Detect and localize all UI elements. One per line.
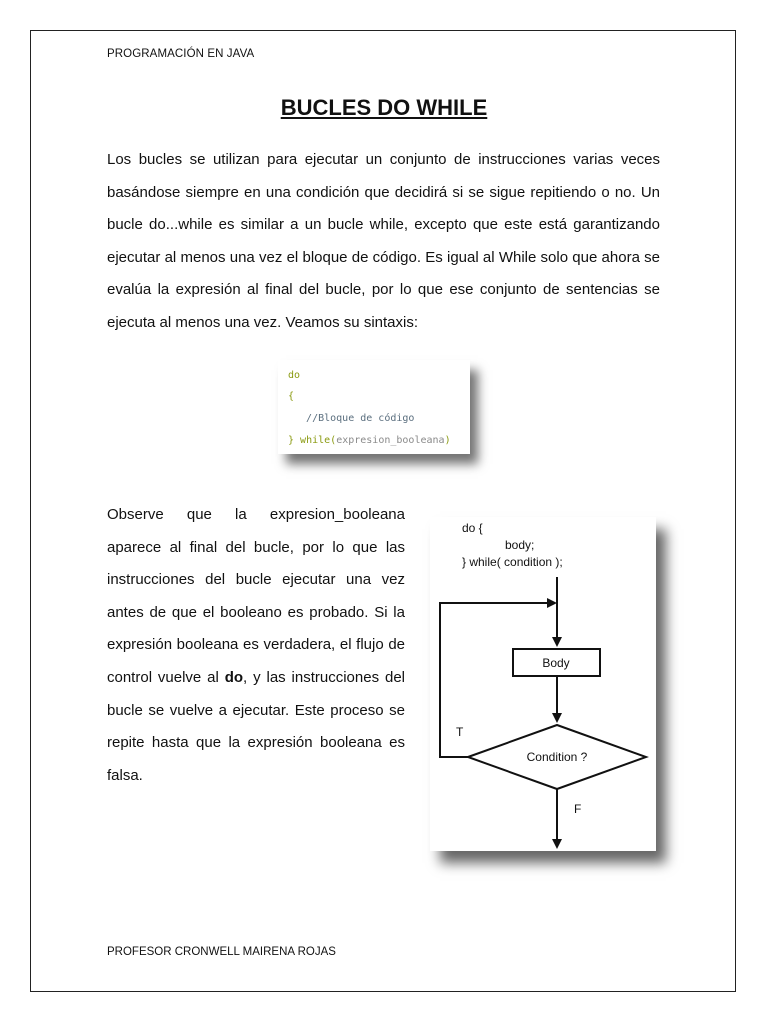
code-snippet <box>278 360 470 454</box>
explanation-text-before: Observe que la expresion_booleana aparece al final del bucle, por lo que las instrucciones del bucle ejecutar una vez antes de que el booleano es probado. Si la expresión booleana es verdadera, el flujo de control vuelve al <box>107 506 405 686</box>
explanation-text-after: , y las instrucciones del bucle se vuelve a ejecutar. Este proceso se repite hasta que la expresión booleana es falsa. <box>107 668 405 784</box>
code-argument: expresion_booleana <box>336 435 445 446</box>
true-label: T <box>456 725 464 739</box>
flow-code-line1: do { <box>462 521 483 535</box>
code-while-keyword: while <box>300 435 331 446</box>
page-footer: PROFESOR CRONWELL MAIRENA ROJAS <box>107 946 336 958</box>
flowchart-diagram <box>430 517 656 851</box>
false-label: F <box>574 802 582 816</box>
flow-code-line2: body; <box>505 538 535 552</box>
body-label: Body <box>542 656 570 670</box>
code-line-comment: //Bloque de código <box>288 413 415 424</box>
flowchart-figure <box>430 517 656 851</box>
code-close-paren: ) <box>444 435 451 446</box>
explanation-bold-do: do <box>224 668 244 686</box>
page-title: BUCLES DO WHILE <box>280 95 488 120</box>
page-header: PROGRAMACIÓN EN JAVA <box>107 48 255 60</box>
explanation-paragraph <box>107 499 405 792</box>
code-line-open-brace: { <box>288 391 295 402</box>
code-open-paren: ( <box>330 435 337 446</box>
intro-paragraph: Los bucles se utilizan para ejecutar un conjunto de instrucciones varias veces basándose siempre en una condición que decidirá si se sigue repitiendo o no. Un bucle do...while es similar a un bucle while, excepto que este está garantizando ejecutar al menos una vez el bloque de código. Es igual al While solo que ahora se evalúa la expresión al final del bucle, por lo que ese conjunto de sentencias se ejecuta al menos una vez. Veamos su sintaxis: <box>107 151 660 331</box>
condition-label: Condition ? <box>526 750 588 764</box>
code-line-while <box>288 435 451 446</box>
flow-code-line3: } while( condition ); <box>462 555 563 569</box>
code-line-do: do <box>288 370 301 381</box>
code-close-brace: } <box>288 435 301 446</box>
